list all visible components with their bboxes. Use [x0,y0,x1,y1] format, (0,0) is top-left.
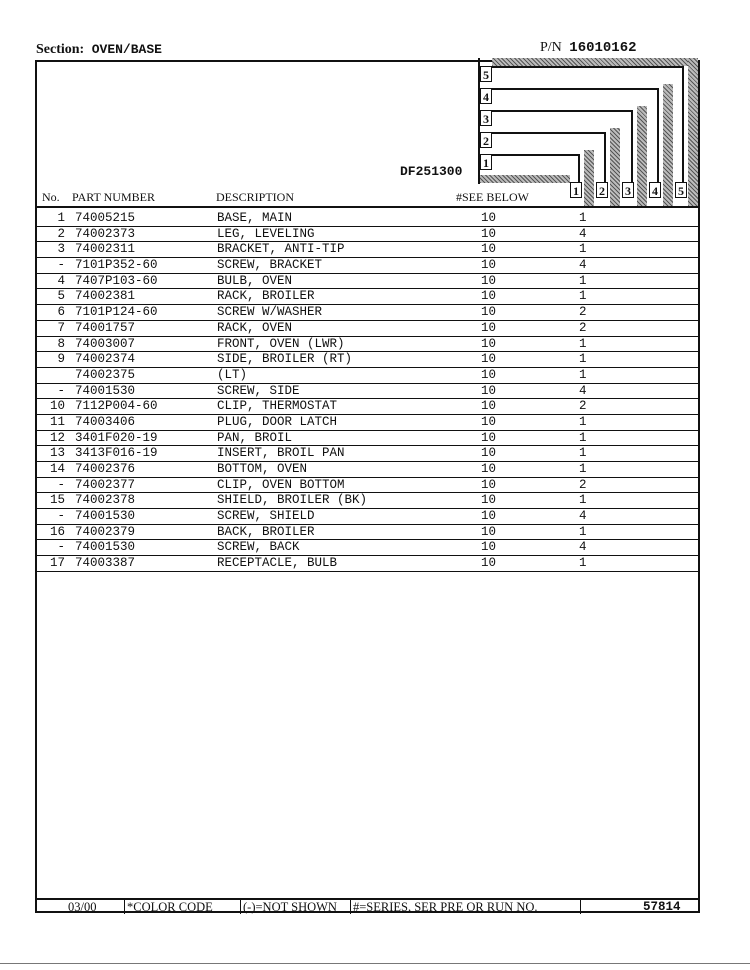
quantity-cell: 1 [579,414,587,429]
series-ref-cell: 10 [481,540,497,555]
description-cell: SIDE, BROILER (RT) [217,352,353,367]
section-header [36,42,162,58]
description-cell: CLIP, THERMOSTAT [217,399,338,414]
table-row [37,556,698,572]
legend-col-5: 5 [675,182,687,198]
quantity-cell: 2 [579,399,587,414]
description-cell: PLUG, DOOR LATCH [217,414,338,429]
section-label: Section: [36,42,85,57]
series-ref-cell: 10 [481,414,497,429]
quantity-cell: 1 [579,367,587,382]
part-number-header [540,40,637,56]
section-value: OVEN/BASE [91,42,162,57]
part-number-cell: 3401F020-19 [75,430,158,445]
footer-divider [350,900,351,914]
quantity-cell: 1 [579,352,587,367]
series-ref-cell: 10 [481,242,497,257]
part-number-cell: 74005215 [75,211,136,225]
table-row [37,384,698,400]
series-ref-cell: 10 [481,524,497,539]
part-number-cell: 74003387 [75,556,136,571]
item-number-cell: 9 [57,352,65,367]
part-number-cell: 74002379 [75,524,136,539]
quantity-cell: 1 [579,462,587,476]
table-row [37,337,698,353]
part-number-cell: 3413F016-19 [75,446,158,461]
legend-label-4: 4 [480,88,492,104]
series-ref-cell: 10 [481,289,497,304]
table-row [37,289,698,305]
item-number-cell: - [57,477,65,492]
quantity-cell: 1 [579,273,587,288]
legend-label-5: 5 [480,66,492,82]
quantity-cell: 1 [579,556,587,571]
series-ref-cell: 10 [481,556,497,571]
part-number-cell: 74001530 [75,509,136,524]
item-number-cell: - [57,383,65,398]
item-number-cell: 10 [49,399,65,414]
part-number-cell: 74003406 [75,414,136,429]
header-rule [37,206,698,208]
item-number-cell: 16 [49,524,65,539]
series-ref-cell: 10 [481,226,497,241]
description-cell: BULB, OVEN [217,273,293,288]
footer-color-code: *COLOR CODE [127,900,213,914]
table-row [37,258,698,274]
series-ref-cell: 10 [481,336,497,351]
series-ref-cell: 10 [481,320,497,335]
part-number-cell: 74001757 [75,320,136,335]
part-number-cell: 74002374 [75,352,136,367]
series-ref-cell: 10 [481,462,497,476]
footer-doc-number: 57814 [643,900,681,914]
description-cell: SHIELD, BROILER (BK) [217,493,368,508]
description-cell: CLIP, OVEN BOTTOM [217,477,345,492]
part-number-cell: 74002378 [75,493,136,508]
table-row [37,242,698,258]
legend-col-1: 1 [570,182,582,198]
series-ref-cell: 10 [481,509,497,524]
part-number-cell: 7101P124-60 [75,305,158,320]
item-number-cell: 1 [57,211,65,225]
item-number-cell: 2 [57,226,65,241]
item-number-cell: - [57,258,65,273]
description-cell: BACK, BROILER [217,524,315,539]
item-number-cell: 11 [49,414,65,429]
quantity-cell: 4 [579,509,587,524]
item-number-cell: 17 [49,556,65,571]
quantity-cell: 1 [579,524,587,539]
quantity-cell: 1 [579,493,587,508]
table-row [37,525,698,541]
table-row [37,509,698,525]
table-row [37,352,698,368]
series-ref-cell: 10 [481,477,497,492]
description-cell: SCREW, BRACKET [217,258,323,273]
description-cell: BRACKET, ANTI-TIP [217,242,345,257]
part-number-cell: 74003007 [75,336,136,351]
column-header-see-below: #SEE BELOW [456,190,529,204]
quantity-cell: 4 [579,226,587,241]
table-row [37,415,698,431]
page-bottom-rule [0,963,750,964]
description-cell: PAN, BROIL [217,430,293,445]
description-cell: BASE, MAIN [217,211,293,225]
pn-label: P/N [540,40,562,55]
table-row [37,540,698,556]
part-number-cell: 74001530 [75,540,136,555]
quantity-cell: 2 [579,477,587,492]
table-row [37,446,698,462]
description-cell: SCREW, SIDE [217,383,300,398]
part-number-cell: 7101P352-60 [75,258,158,273]
table-row [37,399,698,415]
legend-label-1: 1 [480,154,492,170]
description-cell: BOTTOM, OVEN [217,462,308,476]
description-cell: LEG, LEVELING [217,226,315,241]
part-number-cell: 74002373 [75,226,136,241]
quantity-cell: 1 [579,336,587,351]
series-ref-cell: 10 [481,493,497,508]
description-cell: SCREW, SHIELD [217,509,315,524]
item-number-cell: 14 [49,462,65,476]
parts-table [37,211,698,572]
series-ref-cell: 10 [481,258,497,273]
footer-date: 03/00 [68,900,97,914]
legend-col-2: 2 [596,182,608,198]
series-ref-cell: 10 [481,367,497,382]
footer-divider [124,900,125,914]
description-cell: INSERT, BROIL PAN [217,446,345,461]
part-number-cell: 74002381 [75,289,136,304]
item-number-cell: 15 [49,493,65,508]
item-number-cell: - [57,509,65,524]
item-number-cell: 6 [57,305,65,320]
part-number-cell: 74002376 [75,462,136,476]
footer-divider [580,900,581,914]
item-number-cell: 5 [57,289,65,304]
quantity-cell: 4 [579,383,587,398]
description-cell: SCREW W/WASHER [217,305,323,320]
table-row [37,493,698,509]
column-header-part-number: PART NUMBER [72,190,155,204]
item-number-cell: 7 [57,320,65,335]
item-number-cell: 3 [57,242,65,257]
table-row [37,274,698,290]
legend-col-3: 3 [622,182,634,198]
footer-divider [240,900,241,914]
part-number-cell: 74002377 [75,477,136,492]
table-row [37,227,698,243]
series-ref-cell: 10 [481,211,497,225]
table-row [37,211,698,227]
description-cell: RACK, BROILER [217,289,315,304]
description-cell: (LT) [217,367,248,382]
table-row [37,305,698,321]
footer-series-note: #=SERIES, SER PRE OR RUN NO. [353,900,538,914]
series-ref-cell: 10 [481,273,497,288]
item-number-cell: 4 [57,273,65,288]
table-row [37,368,698,384]
description-cell: SCREW, BACK [217,540,300,555]
part-number-cell: 74002311 [75,242,136,257]
quantity-cell: 1 [579,211,587,225]
part-number-cell: 7112P004-60 [75,399,158,414]
table-row [37,478,698,494]
description-cell: FRONT, OVEN (LWR) [217,336,345,351]
quantity-cell: 4 [579,258,587,273]
item-number-cell: 8 [57,336,65,351]
quantity-cell: 1 [579,430,587,445]
part-number-cell: 7407P103-60 [75,273,158,288]
table-row [37,321,698,337]
series-ref-cell: 10 [481,383,497,398]
quantity-cell: 2 [579,305,587,320]
part-number-cell: 74001530 [75,383,136,398]
series-ref-cell: 10 [481,430,497,445]
pn-value: 16010162 [569,40,637,56]
legend-col-4: 4 [649,182,661,198]
part-number-cell: 74002375 [75,367,136,382]
legend-label-3: 3 [480,110,492,126]
description-cell: RACK, OVEN [217,320,293,335]
description-cell: RECEPTACLE, BULB [217,556,338,571]
legend-label-2: 2 [480,132,492,148]
quantity-cell: 1 [579,446,587,461]
column-header-no: No. [42,190,60,204]
series-ref-cell: 10 [481,446,497,461]
table-row [37,462,698,478]
table-row [37,431,698,447]
diagram-code: DF251300 [400,164,463,179]
item-number-cell: - [57,540,65,555]
quantity-cell: 4 [579,540,587,555]
footer-not-shown: (-)=NOT SHOWN [243,900,337,914]
series-ref-cell: 10 [481,352,497,367]
quantity-cell: 2 [579,320,587,335]
quantity-cell: 1 [579,242,587,257]
item-number-cell: 12 [49,430,65,445]
quantity-cell: 1 [579,289,587,304]
series-ref-cell: 10 [481,305,497,320]
item-number-cell: 13 [49,446,65,461]
series-ref-cell: 10 [481,399,497,414]
column-header-description: DESCRIPTION [216,190,295,204]
